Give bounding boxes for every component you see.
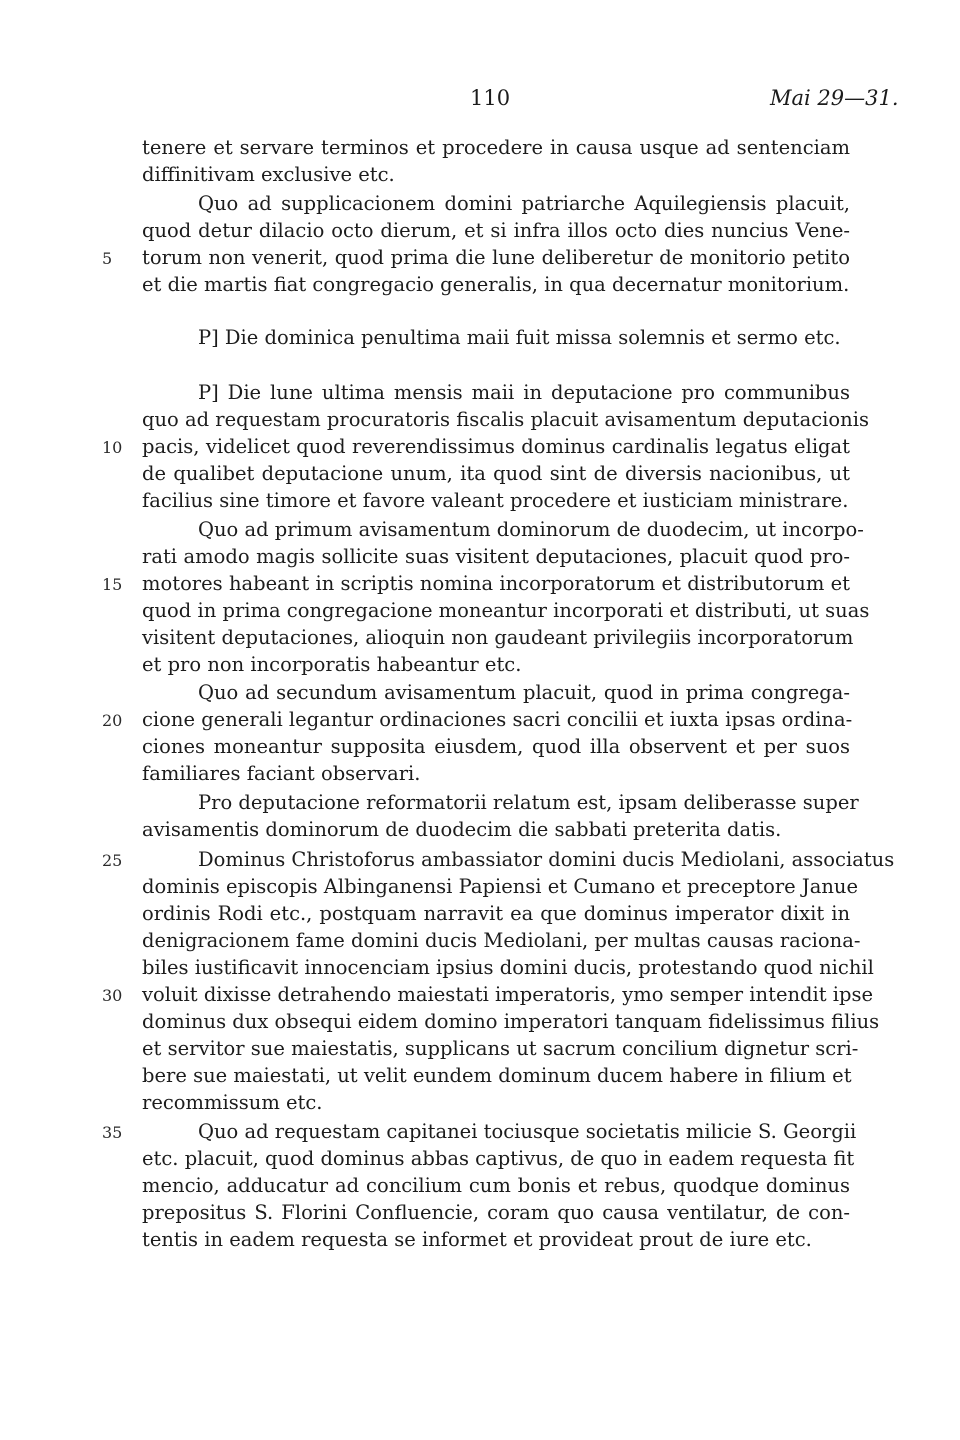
text-line: et pro non incorporatis habeantur etc. bbox=[142, 653, 522, 676]
text-line: Quo ad supplicacionem domini patriarche Aquilegiensis placuit, bbox=[198, 192, 850, 215]
text-line: ordinis Rodi etc., postquam narravit ea que dominus imperator dixit in bbox=[142, 902, 850, 925]
line-number: 25 bbox=[102, 851, 123, 870]
line-number: 5 bbox=[102, 249, 113, 268]
text-line: de qualibet deputacione unum, ita quod sint de diversis nacionibus, ut bbox=[142, 462, 850, 485]
text-line: P] Die dominica penultima maii fuit missa solemnis et sermo etc. bbox=[198, 326, 841, 349]
line-number: 10 bbox=[102, 438, 123, 457]
text-line: Quo ad requestam capitanei tociusque societatis milicie S. Georgii bbox=[198, 1120, 857, 1143]
text-line: torum non venerit, quod prima die lune deliberetur de monitorio petito bbox=[142, 246, 850, 269]
text-line: quod detur dilacio octo dierum, et si infra illos octo dies nuncius Vene- bbox=[142, 219, 850, 242]
line-number: 35 bbox=[102, 1123, 123, 1142]
text-line: Quo ad secundum avisamentum placuit, quod in prima congrega- bbox=[198, 681, 850, 704]
text-line: etc. placuit, quod dominus abbas captivus, de quo in eadem requesta fit bbox=[142, 1147, 855, 1170]
text-line: dominus dux obsequi eidem domino imperatori tanquam fidelissimus filius bbox=[142, 1010, 880, 1033]
text-line: P] Die lune ultima mensis maii in deputacione pro communibus bbox=[198, 381, 850, 404]
line-number: 15 bbox=[102, 575, 123, 594]
text-line: tenere et servare terminos et procedere in causa usque ad sentenciam bbox=[142, 136, 850, 159]
text-line: voluit dixisse detrahendo maiestati imperatoris, ymo semper intendit ipse bbox=[142, 983, 874, 1006]
text-line: prepositus S. Florini Confluencie, coram quo causa ventilatur, de con- bbox=[142, 1201, 850, 1224]
text-line: recommissum etc. bbox=[142, 1091, 323, 1114]
line-number: 30 bbox=[102, 986, 123, 1005]
text-line: ciones moneantur supposita eiusdem, quod illa observent et per suos bbox=[142, 735, 850, 758]
text-line: biles iustificavit innocenciam ipsius domini ducis, protestando quod nichil bbox=[142, 956, 874, 979]
text-line: quod in prima congregacione moneantur incorporati et distributi, ut suas bbox=[142, 599, 870, 622]
text-line: mencio, adducatur ad concilium cum bonis et rebus, quodque dominus bbox=[142, 1174, 850, 1197]
text-line: Quo ad primum avisamentum dominorum de duodecim, ut incorpo- bbox=[198, 518, 864, 541]
text-line: dominis episcopis Albinganensi Papiensi et Cumano et preceptore Janue bbox=[142, 875, 859, 898]
line-number: 20 bbox=[102, 711, 123, 730]
text-line: cione generali legantur ordinaciones sacri concilii et iuxta ipsas ordina- bbox=[142, 708, 853, 731]
text-line: visitent deputaciones, alioquin non gaudeant privilegiis incorporatorum bbox=[142, 626, 854, 649]
text-line: et servitor sue maiestatis, supplicans ut sacrum concilium dignetur scri- bbox=[142, 1037, 859, 1060]
text-line: avisamentis dominorum de duodecim die sabbati preterita datis. bbox=[142, 818, 782, 841]
text-line: Pro deputacione reformatorii relatum est, ipsam deliberasse super bbox=[198, 791, 859, 814]
text-line: pacis, videlicet quod reverendissimus dominus cardinalis legatus eligat bbox=[142, 435, 850, 458]
text-line: quo ad requestam procuratoris fiscalis placuit avisamentum deputacionis bbox=[142, 408, 869, 431]
text-line: facilius sine timore et favore valeant procedere et iusticiam ministrare. bbox=[142, 489, 849, 512]
text-line: et die martis fiat congregacio generalis, in qua decernatur monitorium. bbox=[142, 273, 850, 296]
text-line: rati amodo magis sollicite suas visitent deputaciones, placuit quod pro- bbox=[142, 545, 850, 568]
text-line: Dominus Christoforus ambassiator domini ducis Mediolani, associatus bbox=[198, 848, 895, 871]
text-line: motores habeant in scriptis nomina incorporatorum et distributorum et bbox=[142, 572, 850, 595]
text-line: familiares faciant observari. bbox=[142, 762, 421, 785]
page-number: 110 bbox=[470, 86, 511, 110]
text-line: diffinitivam exclusive etc. bbox=[142, 163, 395, 186]
text-line: denigracionem fame domini ducis Mediolani, per multas causas raciona- bbox=[142, 929, 861, 952]
page-header bbox=[0, 86, 960, 116]
text-line: tentis in eadem requesta se informet et provideat prout de iure etc. bbox=[142, 1228, 812, 1251]
running-head: Mai 29—31. bbox=[770, 86, 899, 110]
text-line: bere sue maiestati, ut velit eundem dominum ducem habere in filium et bbox=[142, 1064, 852, 1087]
